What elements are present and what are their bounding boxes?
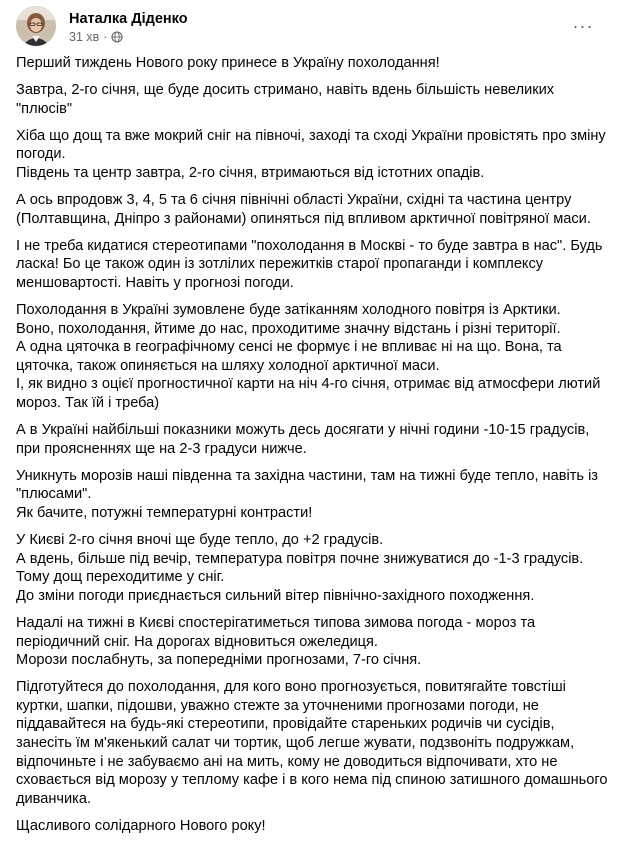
- globe-icon[interactable]: [111, 31, 123, 43]
- post-paragraph: Уникнуть морозів наші південна та західна частини, там на тижні буде тепло, навіть із "плюсами". Як бачите, потужні температурні контрасти!: [16, 467, 598, 521]
- post-paragraph: І не треба кидатися стереотипами "похолодання в Москві - то буде завтра в нас". Будь ласка! Бо це також один із зотлілих пережитків старої пропаганди і комплексу меншовартості. Навіть у прогнозі погоди.: [16, 237, 603, 291]
- meta-separator: ·: [103, 30, 108, 44]
- post-paragraph: Надалі на тижні в Києві спостерігатиметься типова зимова погода - мороз та періодичний сніг. На дорогах відновиться ожеледиця. Морози послабнуть, за попередніми прогнозами, 7-го січня.: [16, 614, 536, 669]
- author-avatar[interactable]: [16, 6, 56, 46]
- post-paragraph: У Києві 2-го січня вночі ще буде тепло, до +2 градусів. А вдень, більше під вечір, температура повітря почне знижуватися до -1-3 градусів. Тому дощ переходитиме у сніг. До зміни погоди приєднається сильний вітер північно-західного походження.: [16, 532, 584, 604]
- post-paragraph: Похолодання в Україні зумовлене буде затіканням холодного повітря із Арктики. Воно, похолодання, йтиме до нас, проходитиме значну відстань і різні території. А одна цяточка в географічному сенсі не формує і не впливає ні на що. Вона, та цяточка, також опиняється на шляху холодної арктичної маси. І, як видно з оцієї прогностичної карти на ніч 4-го січня, отримає від атмосфери лютий мороз. Так їй і треба): [16, 302, 601, 411]
- post-paragraph: Перший тиждень Нового року принесе в Україну похолодання!: [16, 55, 440, 71]
- author-name[interactable]: Наталка Діденко: [69, 11, 188, 27]
- post-paragraph: Завтра, 2-го січня, ще буде досить стримано, навіть вдень більшість невеликих "плюсів": [16, 82, 555, 117]
- post-paragraph: Щасливого солідарного Нового року!: [16, 817, 266, 834]
- post-timestamp[interactable]: 31 хв: [69, 30, 100, 44]
- post-paragraph: А ось впродовж 3, 4, 5 та 6 січня північні області України, східні та частина центру (Полтавщина, Дніпро з районами) опиняться під впливом арктичної повітряної маси.: [16, 192, 591, 227]
- post-meta: [69, 29, 123, 45]
- post-paragraph: А в Україні найбільші показники можуть десь досягати у нічні години -10-15 градусів, при проясненнях ще на 2-3 градуси нижче.: [16, 422, 590, 457]
- post-text: [16, 54, 608, 844]
- post-paragraph: Підготуйтеся до похолодання, для кого воно прогнозується, повитягайте товстіші куртки, шапки, підошви, уважно стежте за уточненими прогнозами погоди, не піддавайтеся на будь-які стереотипи, провідайте стареньких родичів чи сусідів, занесіть їм м'якенький салат чи тортик, щоб легше жувати, подзвоніть подружкам, відпочиньте і не забуваємо ані на мить, кому не доводиться відпочивати, хто не сховається від морозу у теплому кафе і в кого нема під спиною затишного домашнього диванчика.: [16, 679, 608, 807]
- post-paragraph: Хіба що дощ та вже мокрий сніг на півночі, заході та сході України провістять про зміну погоди. Південь та центр завтра, 2-го січня, втримаються від істотних опадів.: [16, 127, 606, 181]
- post-header: [16, 6, 603, 46]
- more-options-icon[interactable]: ···: [572, 15, 594, 36]
